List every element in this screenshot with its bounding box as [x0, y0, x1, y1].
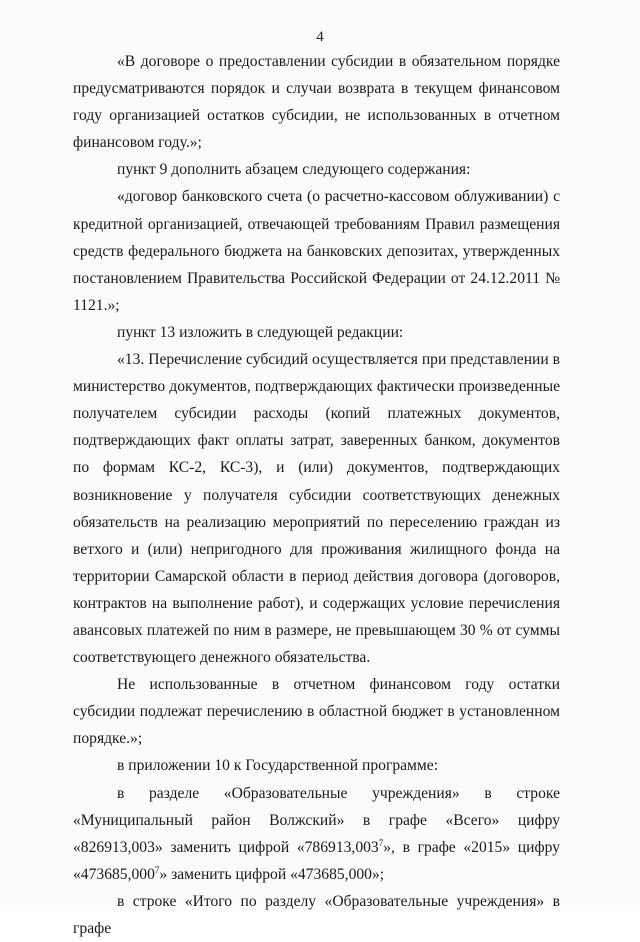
paragraph-item-13: пункт 13 изложить в следующей редакции:: [117, 323, 404, 341]
paragraph-appendix-10: в приложении 10 к Государственной программе:: [117, 757, 439, 775]
paragraph-unused-balances: Не использованные в отчетном финансовом году остатки субсидии подлежат перечислению в областной бюджет в установленном порядке.»;: [73, 676, 560, 748]
paragraph-contract-clause: «В договоре о предоставлении субсидии в обязательном порядке предусматриваются порядок и случаи возврата в текущем финансовом году организацией остатков субсидии, не использованных в отчетном финансовом году.»;: [73, 53, 560, 152]
text-fragment: в разделе «Образовательные учреждения» в строке «Муниципальный район Волжский» в графе «Всего» цифру «826913,003» заменить цифрой «786913,003: [73, 784, 560, 856]
paragraph-item-9: пункт 9 дополнить абзацем следующего содержания:: [117, 161, 471, 179]
text-fragment: », в графе «2015» цифру «473685,000: [73, 838, 560, 883]
paragraph-subsidy-transfer: «13. Перечисление субсидий осуществляется при представлении в министерство документов, подтверждающих фактически произведенные получателем субсидии расходы (копий платежных документов, подтверждающих факт оплаты затрат, заверенных банком, документов по формам КС-2, КС-3), и (или) документов, подтверждающих возникновение у получателя субсидии соответствующих денежных обязательств на реализацию мероприятий по переселению граждан из ветхого и (или) непригодного для проживания жилищного фонда на территории Самарской области в период действия договора (договоров, контрактов на выполнение работ), и содержащих условие перечисления авансовых платежей по ним в размере, не превышающем 30 % от суммы соответствующего денежного обязательства.: [73, 351, 561, 667]
paragraph-bank-account: «договор банковского счета (о расчетно-кассовом облуживании) с кредитной организацией, отвечающей требованиям Правил размещения средств федерального бюджета на банковских депозитах, утвержденных постановлением Правительства Российской Федерации от 24.12.2011 № 1121.»;: [73, 188, 560, 314]
page-number: 4: [316, 29, 324, 45]
text-fragment: » заменить цифрой «473685,000»;: [159, 865, 385, 883]
document-body: [73, 48, 560, 942]
paragraph-educational-institutions: [73, 780, 560, 888]
footnote-marker: 7: [378, 837, 384, 848]
paragraph-section-total: в строке «Итого по разделу «Образовательные учреждения» в графе: [73, 892, 560, 937]
footnote-marker: 7: [154, 864, 160, 875]
